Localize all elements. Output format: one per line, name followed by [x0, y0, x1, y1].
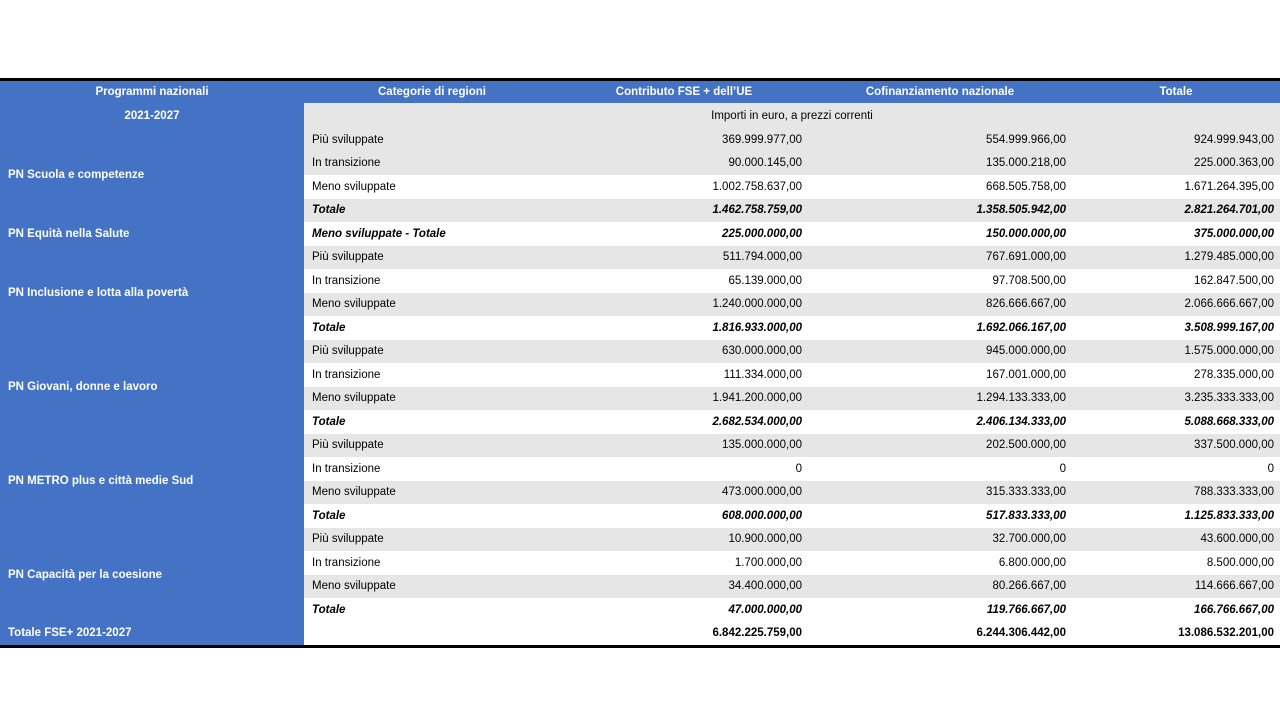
value-totale: 375.000.000,00: [1072, 222, 1280, 246]
category-cell: Totale: [304, 410, 560, 434]
category-cell: Meno sviluppate: [304, 481, 560, 505]
value-totale: 0: [1072, 457, 1280, 481]
value-totale: 8.500.000,00: [1072, 551, 1280, 575]
value-nazionale: 1.692.066.167,00: [808, 316, 1072, 340]
category-cell: Più sviluppate: [304, 246, 560, 270]
value-totale: 225.000.363,00: [1072, 152, 1280, 176]
category-cell: Meno sviluppate: [304, 575, 560, 599]
category-cell: In transizione: [304, 152, 560, 176]
table-header-row: [0, 81, 1280, 103]
value-totale: 3.235.333.333,00: [1072, 387, 1280, 411]
program-name-inclusione: PN Inclusione e lotta alla povertà: [0, 246, 304, 340]
value-nazionale: 668.505.758,00: [808, 175, 1072, 199]
table-row: [0, 528, 1280, 552]
value-nazionale: 767.691.000,00: [808, 246, 1072, 270]
program-name-capacita-coesione: PN Capacità per la coesione: [0, 528, 304, 622]
category-cell: In transizione: [304, 551, 560, 575]
value-nazionale: 315.333.333,00: [808, 481, 1072, 505]
value-nazionale: 2.406.134.333,00: [808, 410, 1072, 434]
category-cell: Totale: [304, 316, 560, 340]
value-totale: 5.088.668.333,00: [1072, 410, 1280, 434]
value-ue: 369.999.977,00: [560, 128, 808, 152]
value-ue: 0: [560, 457, 808, 481]
grand-total-row: [0, 622, 1280, 646]
value-ue: 34.400.000,00: [560, 575, 808, 599]
category-cell: Più sviluppate: [304, 434, 560, 458]
category-cell: Meno sviluppate: [304, 175, 560, 199]
table-body: [0, 103, 1280, 645]
program-name-giovani: PN Giovani, donne e lavoro: [0, 340, 304, 434]
program-name-metro-plus: PN METRO plus e città medie Sud: [0, 434, 304, 528]
value-totale: 924.999.943,00: [1072, 128, 1280, 152]
value-nazionale: 945.000.000,00: [808, 340, 1072, 364]
value-totale: 43.600.000,00: [1072, 528, 1280, 552]
category-cell: Più sviluppate: [304, 128, 560, 152]
value-totale: 1.575.000.000,00: [1072, 340, 1280, 364]
value-ue: 511.794.000,00: [560, 246, 808, 270]
value-ue: 90.000.145,00: [560, 152, 808, 176]
table-bottom-border: [0, 645, 1280, 648]
table-row: [0, 340, 1280, 364]
category-cell: Più sviluppate: [304, 340, 560, 364]
value-ue: 10.900.000,00: [560, 528, 808, 552]
value-ue: 1.462.758.759,00: [560, 199, 808, 223]
column-header-programmi: Programmi nazionali: [0, 81, 304, 103]
table-row: [0, 434, 1280, 458]
value-ue: 65.139.000,00: [560, 269, 808, 293]
value-totale: 162.847.500,00: [1072, 269, 1280, 293]
financial-table-container: [0, 78, 1280, 648]
category-cell: Meno sviluppate - Totale: [304, 222, 560, 246]
value-ue: 225.000.000,00: [560, 222, 808, 246]
value-totale: 2.821.264.701,00: [1072, 199, 1280, 223]
value-nazionale: 119.766.667,00: [808, 598, 1072, 622]
value-nazionale: 97.708.500,00: [808, 269, 1072, 293]
grand-total-label: Totale FSE+ 2021-2027: [0, 622, 304, 646]
value-nazionale: 167.001.000,00: [808, 363, 1072, 387]
grand-total-ue: 6.842.225.759,00: [560, 622, 808, 646]
column-header-contributo-ue: Contributo FSE + dell’UE: [560, 81, 808, 103]
value-totale: 2.066.666.667,00: [1072, 293, 1280, 317]
value-ue: 630.000.000,00: [560, 340, 808, 364]
value-totale: 337.500.000,00: [1072, 434, 1280, 458]
value-ue: 135.000.000,00: [560, 434, 808, 458]
value-ue: 111.334.000,00: [560, 363, 808, 387]
category-cell: Totale: [304, 199, 560, 223]
value-nazionale: 1.294.133.333,00: [808, 387, 1072, 411]
table-subtitle-row: [0, 103, 1280, 128]
column-header-cofinanziamento: Cofinanziamento nazionale: [808, 81, 1072, 103]
value-nazionale: 517.833.333,00: [808, 504, 1072, 528]
value-totale: 1.279.485.000,00: [1072, 246, 1280, 270]
table-row: [0, 246, 1280, 270]
category-cell: Totale: [304, 598, 560, 622]
value-ue: 608.000.000,00: [560, 504, 808, 528]
value-ue: 47.000.000,00: [560, 598, 808, 622]
value-nazionale: 554.999.966,00: [808, 128, 1072, 152]
grand-total-nazionale: 6.244.306.442,00: [808, 622, 1072, 646]
category-cell: In transizione: [304, 363, 560, 387]
value-totale: 788.333.333,00: [1072, 481, 1280, 505]
value-totale: 3.508.999.167,00: [1072, 316, 1280, 340]
value-nazionale: 202.500.000,00: [808, 434, 1072, 458]
amounts-note: Importi in euro, a prezzi correnti: [304, 103, 1280, 128]
grand-total-totale: 13.086.532.201,00: [1072, 622, 1280, 646]
column-header-totale: Totale: [1072, 81, 1280, 103]
program-name-scuola: PN Scuola e competenze: [0, 128, 304, 222]
value-totale: 1.125.833.333,00: [1072, 504, 1280, 528]
category-cell: In transizione: [304, 457, 560, 481]
period-label: 2021-2027: [0, 103, 304, 128]
value-ue: 1.816.933.000,00: [560, 316, 808, 340]
category-cell: Meno sviluppate: [304, 387, 560, 411]
value-totale: 166.766.667,00: [1072, 598, 1280, 622]
value-nazionale: 826.666.667,00: [808, 293, 1072, 317]
value-nazionale: 6.800.000,00: [808, 551, 1072, 575]
program-name-equita-salute: PN Equità nella Salute: [0, 222, 304, 246]
column-header-categorie: Categorie di regioni: [304, 81, 560, 103]
value-nazionale: 32.700.000,00: [808, 528, 1072, 552]
category-cell: Meno sviluppate: [304, 293, 560, 317]
financial-table: [0, 81, 1280, 645]
value-nazionale: 135.000.218,00: [808, 152, 1072, 176]
value-ue: 473.000.000,00: [560, 481, 808, 505]
value-nazionale: 0: [808, 457, 1072, 481]
value-nazionale: 150.000.000,00: [808, 222, 1072, 246]
value-nazionale: 80.266.667,00: [808, 575, 1072, 599]
value-nazionale: 1.358.505.942,00: [808, 199, 1072, 223]
value-ue: 1.002.758.637,00: [560, 175, 808, 199]
value-totale: 114.666.667,00: [1072, 575, 1280, 599]
category-cell: Totale: [304, 504, 560, 528]
category-cell: Più sviluppate: [304, 528, 560, 552]
value-totale: 1.671.264.395,00: [1072, 175, 1280, 199]
value-ue: 1.700.000,00: [560, 551, 808, 575]
value-totale: 278.335.000,00: [1072, 363, 1280, 387]
value-ue: 1.240.000.000,00: [560, 293, 808, 317]
category-cell: In transizione: [304, 269, 560, 293]
value-ue: 1.941.200.000,00: [560, 387, 808, 411]
table-row-total: [0, 222, 1280, 246]
table-row: [0, 128, 1280, 152]
value-ue: 2.682.534.000,00: [560, 410, 808, 434]
grand-total-category: [304, 622, 560, 646]
